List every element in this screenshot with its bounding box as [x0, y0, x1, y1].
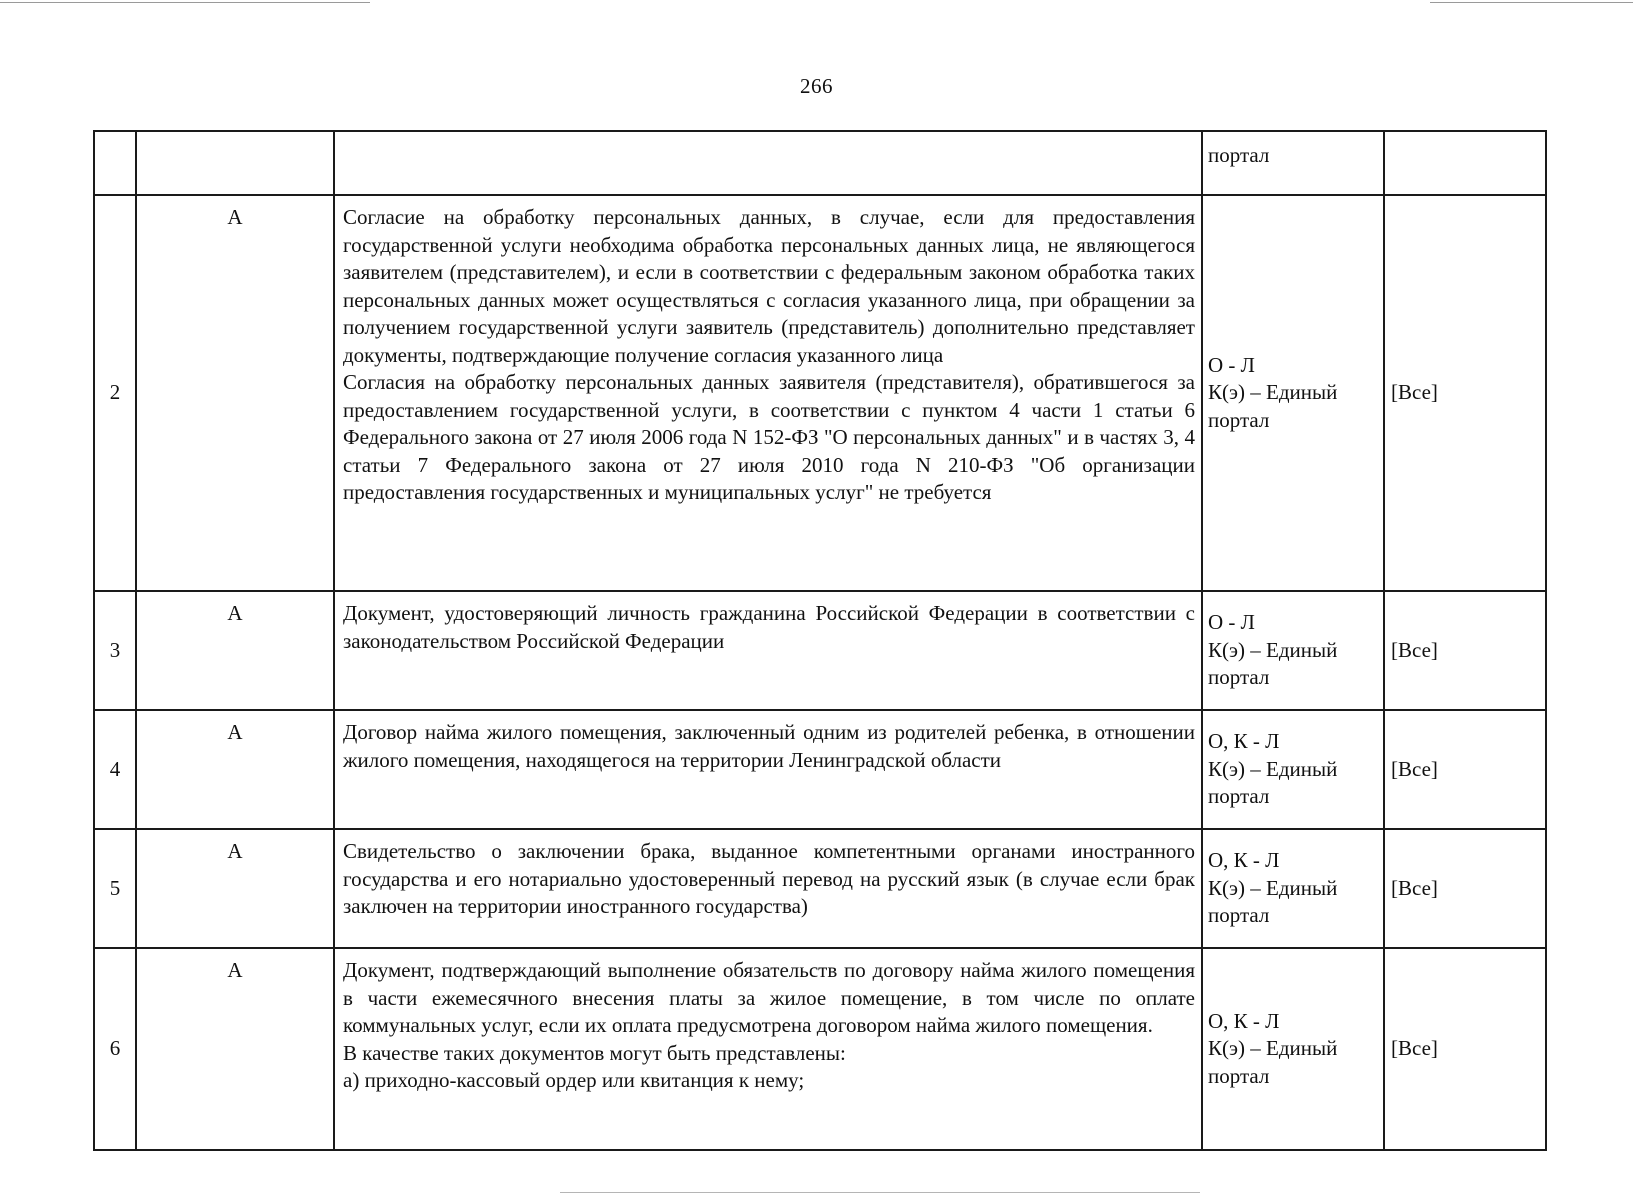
row-code-cell: А: [136, 829, 334, 948]
description-paragraph: а) приходно-кассовый ордер или квитанция к нему;: [343, 1068, 805, 1092]
table-row: [94, 710, 1546, 829]
table-row: [94, 591, 1546, 710]
form-line: О, К - Л: [1208, 729, 1280, 754]
row-code-cell: [136, 131, 334, 195]
scan-edge-line: [1430, 2, 1633, 3]
description-paragraph: Документ, подтверждающий выполнение обязательств по договору найма жилого помещения в части ежемесячного внесения платы за жилое помещение, в том числе по оплате коммунальных услуг, если их оплата предусмотрена договором найма жилого помещения.: [343, 958, 1195, 1037]
scan-edge-line: [560, 1192, 1200, 1193]
row-number-cell: 3: [94, 591, 136, 710]
row-description-cell: [334, 195, 1202, 591]
row-number-cell: 4: [94, 710, 136, 829]
description-paragraph: В качестве таких документов могут быть представлены:: [343, 1040, 846, 1065]
row-category-cell: [Все]: [1384, 195, 1546, 591]
row-number-cell: 2: [94, 195, 136, 591]
row-description-cell: [334, 131, 1202, 195]
row-form-cell: [1202, 131, 1384, 195]
form-line: портал: [1208, 903, 1270, 928]
form-line: К(э) – Единый: [1208, 875, 1338, 900]
scan-edge-line: [0, 2, 370, 3]
form-line: портал: [1208, 407, 1270, 432]
form-line: портал: [1208, 784, 1270, 809]
row-code-cell: А: [136, 710, 334, 829]
row-form-cell: [1202, 829, 1384, 948]
row-category-cell: [Все]: [1384, 710, 1546, 829]
row-number-cell: 5: [94, 829, 136, 948]
row-category-cell: [1384, 131, 1546, 195]
form-line: портал: [1208, 1063, 1270, 1088]
description-paragraph: Согласия на обработку персональных данных заявителя (представителя), обратившегося за предоставлением государственной услуги, в соответствии с пунктом 4 части 1 статьи 6 Федерального закона от 27 июля 2006 года N 152-ФЗ "О персональных данных" и в частях 3, 4 статьи 7 Федерального закона от 27 июля 2010 года N 210-ФЗ "Об организации предоставления государственных и муниципальных услуг" не требуется: [343, 370, 1195, 504]
form-line: О - Л: [1208, 610, 1255, 635]
form-line: портал: [1208, 665, 1270, 690]
form-line: К(э) – Единый: [1208, 380, 1338, 405]
form-line: О - Л: [1208, 352, 1255, 377]
page-number: 266: [800, 74, 833, 98]
row-form-cell: [1202, 710, 1384, 829]
row-number-cell: 6: [94, 948, 136, 1150]
form-line: О, К - Л: [1208, 1008, 1280, 1033]
row-category-cell: [Все]: [1384, 829, 1546, 948]
form-line: К(э) – Единый: [1208, 1036, 1338, 1061]
row-description-cell: [334, 591, 1202, 710]
row-form-cell: [1202, 948, 1384, 1150]
table-row: [94, 948, 1546, 1150]
row-form-cell: [1202, 195, 1384, 591]
row-description-cell: [334, 710, 1202, 829]
description-paragraph: Свидетельство о заключении брака, выданное компетентными органами иностранного государства и его нотариально удостоверенный перевод на русский язык (в случае если брак заключен на территории иностранного государства): [343, 839, 1195, 918]
row-category-cell: [Все]: [1384, 948, 1546, 1150]
table-row-continuation: [94, 131, 1546, 195]
row-number-cell: [94, 131, 136, 195]
form-line: К(э) – Единый: [1208, 637, 1338, 662]
row-form-cell: [1202, 591, 1384, 710]
row-code-cell: А: [136, 948, 334, 1150]
description-paragraph: Договор найма жилого помещения, заключенный одним из родителей ребенка, в отношении жилого помещения, находящегося на территории Ленинградской области: [343, 720, 1195, 772]
documents-table: [93, 130, 1547, 1151]
description-paragraph: Документ, удостоверяющий личность гражданина Российской Федерации в соответствии с законодательством Российской Федерации: [343, 601, 1195, 653]
form-line: О, К - Л: [1208, 848, 1280, 873]
row-description-cell: [334, 829, 1202, 948]
row-code-cell: А: [136, 195, 334, 591]
form-line: портал: [1208, 143, 1270, 167]
table-row: [94, 195, 1546, 591]
table-row: [94, 829, 1546, 948]
row-category-cell: [Все]: [1384, 591, 1546, 710]
row-description-cell: [334, 948, 1202, 1150]
row-code-cell: А: [136, 591, 334, 710]
description-paragraph: Согласие на обработку персональных данных, в случае, если для предоставления государственной услуги необходима обработка персональных данных лица, не являющегося заявителем (представителем), и если в соответствии с федеральным законом обработка таких персональных данных может осуществляться с согласия указанного лица, при обращении за получением государственной услуги заявитель (представитель) дополнительно представляет документы, подтверждающие получение согласия указанного лица: [343, 205, 1195, 367]
form-line: К(э) – Единый: [1208, 756, 1338, 781]
